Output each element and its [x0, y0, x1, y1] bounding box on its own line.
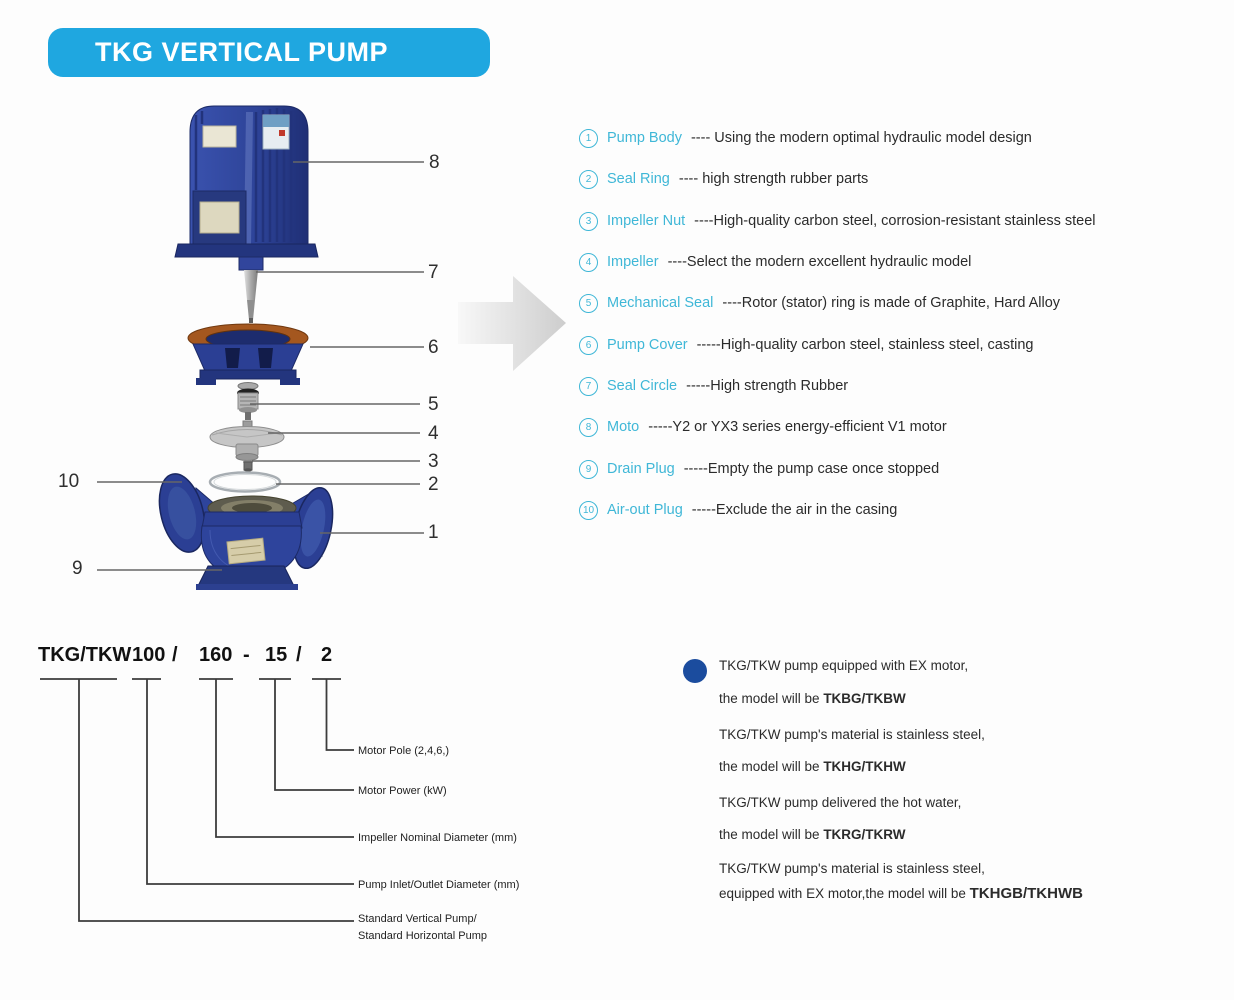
page-title: TKG VERTICAL PUMP — [95, 37, 389, 67]
part-desc: ----Select the modern excellent hydraulic model — [667, 254, 972, 270]
part-row-5 — [579, 293, 1060, 313]
model-label-series — [358, 911, 487, 945]
part-desc: ---- high strength rubber parts — [678, 171, 869, 187]
callout-label-3: 3 — [428, 451, 439, 472]
part-row-4 — [579, 252, 971, 272]
part-number-badge: 6 — [579, 336, 598, 355]
model-code-connectors — [40, 679, 354, 921]
note-model: TKHG/TKHW — [823, 759, 906, 774]
note-bullet-icon — [683, 659, 707, 683]
part-number-badge: 8 — [579, 418, 598, 437]
note-text: TKG/TKW pump's material is stainless steel, — [719, 861, 985, 876]
note-text: equipped with EX motor,the model will be — [719, 886, 970, 901]
mechanical-seal — [237, 383, 259, 421]
model-code-sep3: / — [296, 644, 302, 666]
callout-label-10: 10 — [58, 471, 80, 492]
model-label-inlet: Pump Inlet/Outlet Diameter (mm) — [358, 879, 520, 891]
part-desc: -----Empty the pump case once stopped — [683, 461, 940, 477]
part-row-10 — [579, 500, 897, 520]
part-number-badge: 2 — [579, 170, 598, 189]
note-text: TKG/TKW pump delivered the hot water, — [719, 795, 962, 810]
model-label-power: Motor Power (kW) — [358, 785, 447, 797]
part-desc: ---- Using the modern optimal hydraulic model design — [690, 130, 1032, 146]
part-name: Impeller Nut — [607, 213, 686, 229]
part-name: Impeller — [607, 254, 659, 270]
model-code-pole: 2 — [321, 644, 333, 666]
note-text: TKG/TKW pump's material is stainless steel, — [719, 727, 985, 742]
note-text: TKG/TKW pump equipped with EX motor, — [719, 658, 969, 673]
pump-body — [152, 469, 339, 590]
part-name: Seal Ring — [607, 171, 670, 187]
note-model: TKRG/TKRW — [823, 827, 906, 842]
part-number-badge: 3 — [579, 212, 598, 231]
part-row-2 — [579, 169, 868, 189]
seal-ring — [210, 473, 280, 492]
model-label-impeller: Impeller Nominal Diameter (mm) — [358, 832, 517, 844]
part-name: Seal Circle — [607, 378, 678, 394]
callout-label-5: 5 — [428, 394, 439, 415]
model-label-series-line1: Standard Vertical Pump/ — [358, 913, 477, 925]
part-row-6 — [579, 335, 1033, 355]
model-label-pole: Motor Pole (2,4,6,) — [358, 745, 450, 757]
part-name: Moto — [607, 419, 640, 435]
impeller — [210, 421, 284, 461]
model-label-series-line2: Standard Horizontal Pump — [358, 930, 488, 942]
part-name: Air-out Plug — [607, 502, 683, 518]
part-name: Drain Plug — [607, 461, 675, 477]
pump-cover — [188, 324, 308, 385]
part-row-9 — [579, 459, 939, 479]
model-code-impeller: 160 — [199, 644, 233, 666]
part-desc: ----High-quality carbon steel, corrosion-resistant stainless steel — [694, 213, 1096, 229]
note-line — [719, 691, 906, 706]
callout-label-9: 9 — [72, 558, 83, 579]
note-line — [719, 727, 985, 742]
part-number-badge: 9 — [579, 460, 598, 479]
callout-label-6: 6 — [428, 337, 439, 358]
model-code-inlet: 100 — [132, 644, 166, 666]
part-desc: -----High-quality carbon steel, stainless steel, casting — [696, 337, 1034, 353]
part-desc: -----Y2 or YX3 series energy-efficient V1 motor — [648, 419, 947, 435]
note-line — [719, 795, 961, 810]
note-text: the model will be — [719, 827, 824, 842]
part-number-badge: 7 — [579, 377, 598, 396]
part-row-7 — [579, 376, 848, 396]
note-text: the model will be — [719, 691, 824, 706]
part-desc: ----Rotor (stator) ring is made of Graphite, Hard Alloy — [722, 295, 1061, 311]
part-row-3 — [579, 211, 1096, 231]
note-model: TKHGB/TKHWB — [969, 885, 1083, 902]
callout-label-8: 8 — [429, 152, 440, 173]
part-desc: -----Exclude the air in the casing — [691, 502, 898, 518]
note-line — [719, 861, 985, 876]
part-number-badge: 4 — [579, 253, 598, 272]
part-row-1 — [579, 128, 1032, 148]
motor-shaft — [239, 257, 263, 323]
callout-label-4: 4 — [428, 423, 439, 444]
part-name: Mechanical Seal — [607, 295, 714, 311]
impeller-nut — [243, 460, 253, 472]
part-name: Pump Body — [607, 130, 682, 146]
part-desc: -----High strength Rubber — [686, 378, 849, 394]
right-arrow-icon — [458, 276, 566, 371]
model-code-power: 15 — [265, 644, 288, 666]
motor — [175, 106, 318, 257]
part-name: Pump Cover — [607, 337, 688, 353]
model-code-sep1: / — [172, 644, 178, 666]
note-line — [719, 827, 906, 842]
note-line — [719, 759, 906, 774]
note-line — [719, 885, 1083, 902]
part-row-8 — [579, 417, 947, 437]
model-code-sep2: - — [243, 644, 250, 666]
note-text: the model will be — [719, 759, 824, 774]
note-line — [719, 658, 968, 673]
part-number-badge: 5 — [579, 294, 598, 313]
model-code-series: TKG/TKW — [38, 644, 132, 666]
callout-label-1: 1 — [428, 522, 439, 543]
part-number-badge: 1 — [579, 129, 598, 148]
callout-label-2: 2 — [428, 474, 439, 495]
part-number-badge: 10 — [579, 501, 598, 520]
callout-label-7: 7 — [428, 262, 439, 283]
note-model: TKBG/TKBW — [823, 691, 906, 706]
